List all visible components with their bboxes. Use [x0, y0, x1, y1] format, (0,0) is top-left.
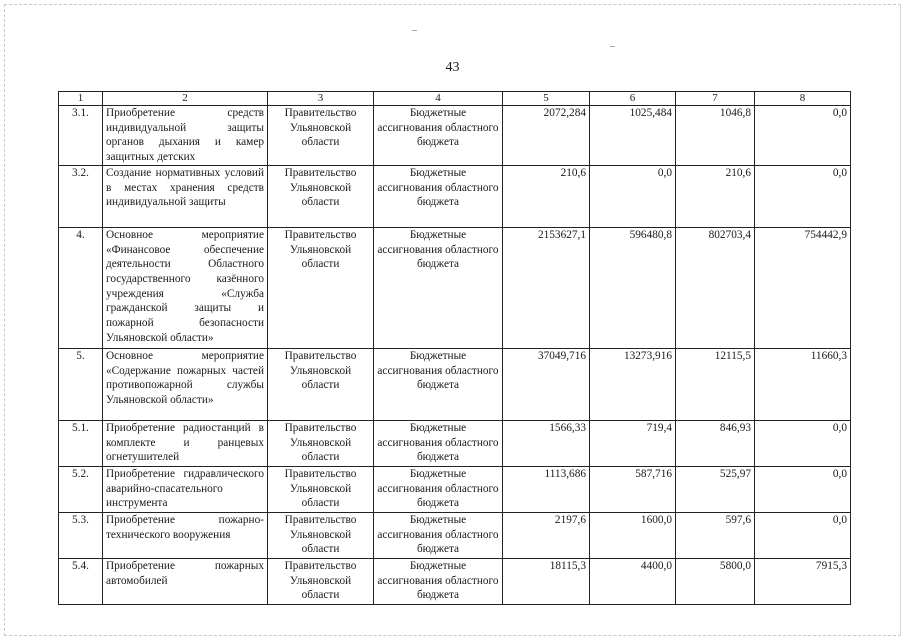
row-value-7: 1046,8: [676, 106, 755, 166]
column-header: 4: [374, 92, 503, 106]
table-row: [59, 512, 851, 558]
row-executor: Правительство Ульяновской области: [268, 227, 374, 348]
column-header: 6: [590, 92, 676, 106]
row-value-7: 597,6: [676, 512, 755, 558]
table-row: [59, 348, 851, 420]
row-total: 18115,3: [503, 558, 590, 604]
row-source: Бюджетные ассигнования областного бюджета: [374, 466, 503, 512]
row-name: Создание нормативных условий в местах хранения средств индивидуальной защиты: [103, 165, 268, 227]
row-source: Бюджетные ассигнования областного бюджета: [374, 106, 503, 166]
row-value-8: 7915,3: [755, 558, 851, 604]
row-executor: Правительство Ульяновской области: [268, 106, 374, 166]
row-executor: Правительство Ульяновской области: [268, 420, 374, 466]
row-number: 5.2.: [59, 466, 103, 512]
row-number: 5.3.: [59, 512, 103, 558]
column-header: 5: [503, 92, 590, 106]
row-value-6: 1600,0: [590, 512, 676, 558]
table-row: [59, 106, 851, 166]
row-total: 2072,284: [503, 106, 590, 166]
row-source: Бюджетные ассигнования областного бюджета: [374, 227, 503, 348]
row-source: Бюджетные ассигнования областного бюджета: [374, 512, 503, 558]
row-executor: Правительство Ульяновской области: [268, 466, 374, 512]
row-total: 2153627,1: [503, 227, 590, 348]
row-value-8: 0,0: [755, 512, 851, 558]
scan-mark: [610, 46, 615, 47]
table-row: [59, 558, 851, 604]
row-value-7: 210,6: [676, 165, 755, 227]
row-value-8: 0,0: [755, 420, 851, 466]
table-row: [59, 165, 851, 227]
row-value-8: 0,0: [755, 106, 851, 166]
row-value-6: 1025,484: [590, 106, 676, 166]
row-name: Приобретение средств индивидуальной защиты органов дыхания и камер защитных детских: [103, 106, 268, 166]
row-executor: Правительство Ульяновской области: [268, 558, 374, 604]
row-source: Бюджетные ассигнования областного бюджета: [374, 348, 503, 420]
row-name: Приобретение пожарных автомобилей: [103, 558, 268, 604]
column-header: 1: [59, 92, 103, 106]
row-value-6: 0,0: [590, 165, 676, 227]
table-row: [59, 227, 851, 348]
row-source: Бюджетные ассигнования областного бюджета: [374, 420, 503, 466]
row-number: 5.4.: [59, 558, 103, 604]
scan-mark: [412, 30, 417, 31]
row-value-8: 754442,9: [755, 227, 851, 348]
row-number: 3.1.: [59, 106, 103, 166]
page-number: 43: [445, 60, 460, 75]
row-executor: Правительство Ульяновской области: [268, 348, 374, 420]
table-header-row: [59, 92, 851, 106]
column-header: 7: [676, 92, 755, 106]
row-name: Приобретение пожарно-технического вооружения: [103, 512, 268, 558]
row-name: Приобретение радиостанций в комплекте и ранцевых огнетушителей: [103, 420, 268, 466]
column-header: 8: [755, 92, 851, 106]
row-value-7: 12115,5: [676, 348, 755, 420]
column-header: 2: [103, 92, 268, 106]
row-value-6: 596480,8: [590, 227, 676, 348]
row-executor: Правительство Ульяновской области: [268, 512, 374, 558]
row-name: Основное мероприятие «Содержание пожарных частей противопожарной службы Ульяновской области»: [103, 348, 268, 420]
row-source: Бюджетные ассигнования областного бюджета: [374, 165, 503, 227]
row-total: 1113,686: [503, 466, 590, 512]
row-source: Бюджетные ассигнования областного бюджета: [374, 558, 503, 604]
row-executor: Правительство Ульяновской области: [268, 165, 374, 227]
row-value-6: 719,4: [590, 420, 676, 466]
row-value-6: 587,716: [590, 466, 676, 512]
row-value-6: 13273,916: [590, 348, 676, 420]
row-number: 5.: [59, 348, 103, 420]
row-value-7: 802703,4: [676, 227, 755, 348]
row-total: 37049,716: [503, 348, 590, 420]
row-number: 5.1.: [59, 420, 103, 466]
table-row: [59, 466, 851, 512]
row-value-7: 846,93: [676, 420, 755, 466]
table-row: [59, 420, 851, 466]
row-number: 3.2.: [59, 165, 103, 227]
row-value-7: 525,97: [676, 466, 755, 512]
row-value-8: 0,0: [755, 466, 851, 512]
row-total: 2197,6: [503, 512, 590, 558]
row-total: 210,6: [503, 165, 590, 227]
row-number: 4.: [59, 227, 103, 348]
budget-table: [58, 91, 851, 605]
row-value-8: 11660,3: [755, 348, 851, 420]
row-name: Основное мероприятие «Финансовое обеспечение деятельности Областного государственного казённого учреждения «Служба гражданской защиты и пожарной безопасности Ульяновской области»: [103, 227, 268, 348]
row-total: 1566,33: [503, 420, 590, 466]
column-header: 3: [268, 92, 374, 106]
row-value-8: 0,0: [755, 165, 851, 227]
row-name: Приобретение гидравлического аварийно-спасательного инструмента: [103, 466, 268, 512]
row-value-7: 5800,0: [676, 558, 755, 604]
row-value-6: 4400,0: [590, 558, 676, 604]
